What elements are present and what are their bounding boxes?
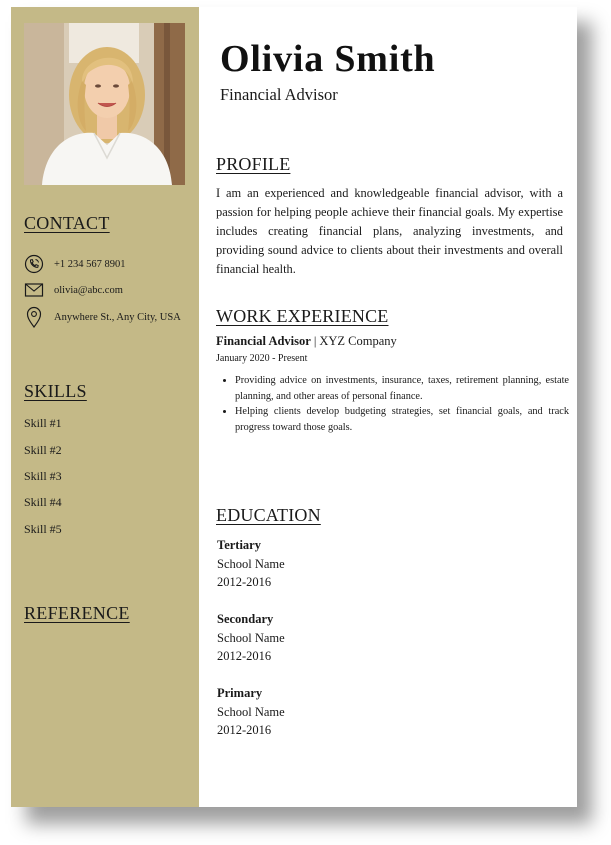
contact-heading: CONTACT [24, 213, 110, 233]
contact-email [24, 280, 189, 300]
education-school: School Name [217, 557, 285, 571]
job-title: Financial Advisor [220, 85, 338, 104]
reference-heading: REFERENCE [24, 603, 130, 623]
skill-item: Skill #4 [24, 495, 62, 509]
sidebar [11, 7, 199, 807]
profile-summary: I am an experienced and knowledgeable financial advisor, with a passion for helping people achieve their financial goals. My expertise includes creating financial plans, analyzing investments, and providing sound advice to clients about their investments and overall financial health. [216, 186, 563, 276]
job-company: XYZ Company [319, 334, 397, 348]
skill-item: Skill #3 [24, 469, 62, 483]
education-years: 2012-2016 [217, 575, 272, 589]
candidate-name: Olivia Smith [220, 38, 436, 80]
contact-phone [24, 254, 189, 274]
phone-icon [24, 254, 44, 274]
skill-item: Skill #5 [24, 522, 62, 536]
profile-photo [24, 23, 185, 185]
job-dates: January 2020 - Present [216, 353, 308, 364]
education-level: Tertiary [217, 538, 261, 552]
education-school: School Name [217, 631, 285, 645]
list-item: • Helping clients develop budgeting strategies, set financial goals, and track progress toward those goals. [235, 404, 569, 435]
education-level: Secondary [217, 612, 274, 626]
education-school: School Name [217, 705, 285, 719]
education-years: 2012-2016 [217, 723, 272, 737]
list-item: • Providing advice on investments, insurance, taxes, retirement planning, estate planning, and other areas of personal finance. [235, 373, 569, 404]
job-header [216, 334, 397, 349]
location-pin-icon [24, 307, 44, 327]
email-address: olivia@abc.com [54, 285, 123, 296]
education-level: Primary [217, 686, 263, 700]
job-role: Financial Advisor [216, 334, 311, 348]
skill-item: Skill #1 [24, 416, 62, 430]
mail-icon [24, 280, 44, 300]
phone-number: +1 234 567 8901 [54, 259, 126, 270]
job-duties-list [216, 373, 569, 435]
job-separator: | [313, 334, 317, 348]
skill-item: Skill #2 [24, 443, 62, 457]
education-heading: EDUCATION [216, 505, 321, 525]
profile-heading: PROFILE [216, 154, 291, 174]
contact-address [24, 307, 189, 327]
address: Anywhere St., Any City, USA [54, 312, 181, 323]
work-experience-heading: WORK EXPERIENCE [216, 306, 389, 326]
resume-page [11, 7, 577, 807]
skills-heading: SKILLS [24, 381, 87, 401]
education-years: 2012-2016 [217, 649, 272, 663]
